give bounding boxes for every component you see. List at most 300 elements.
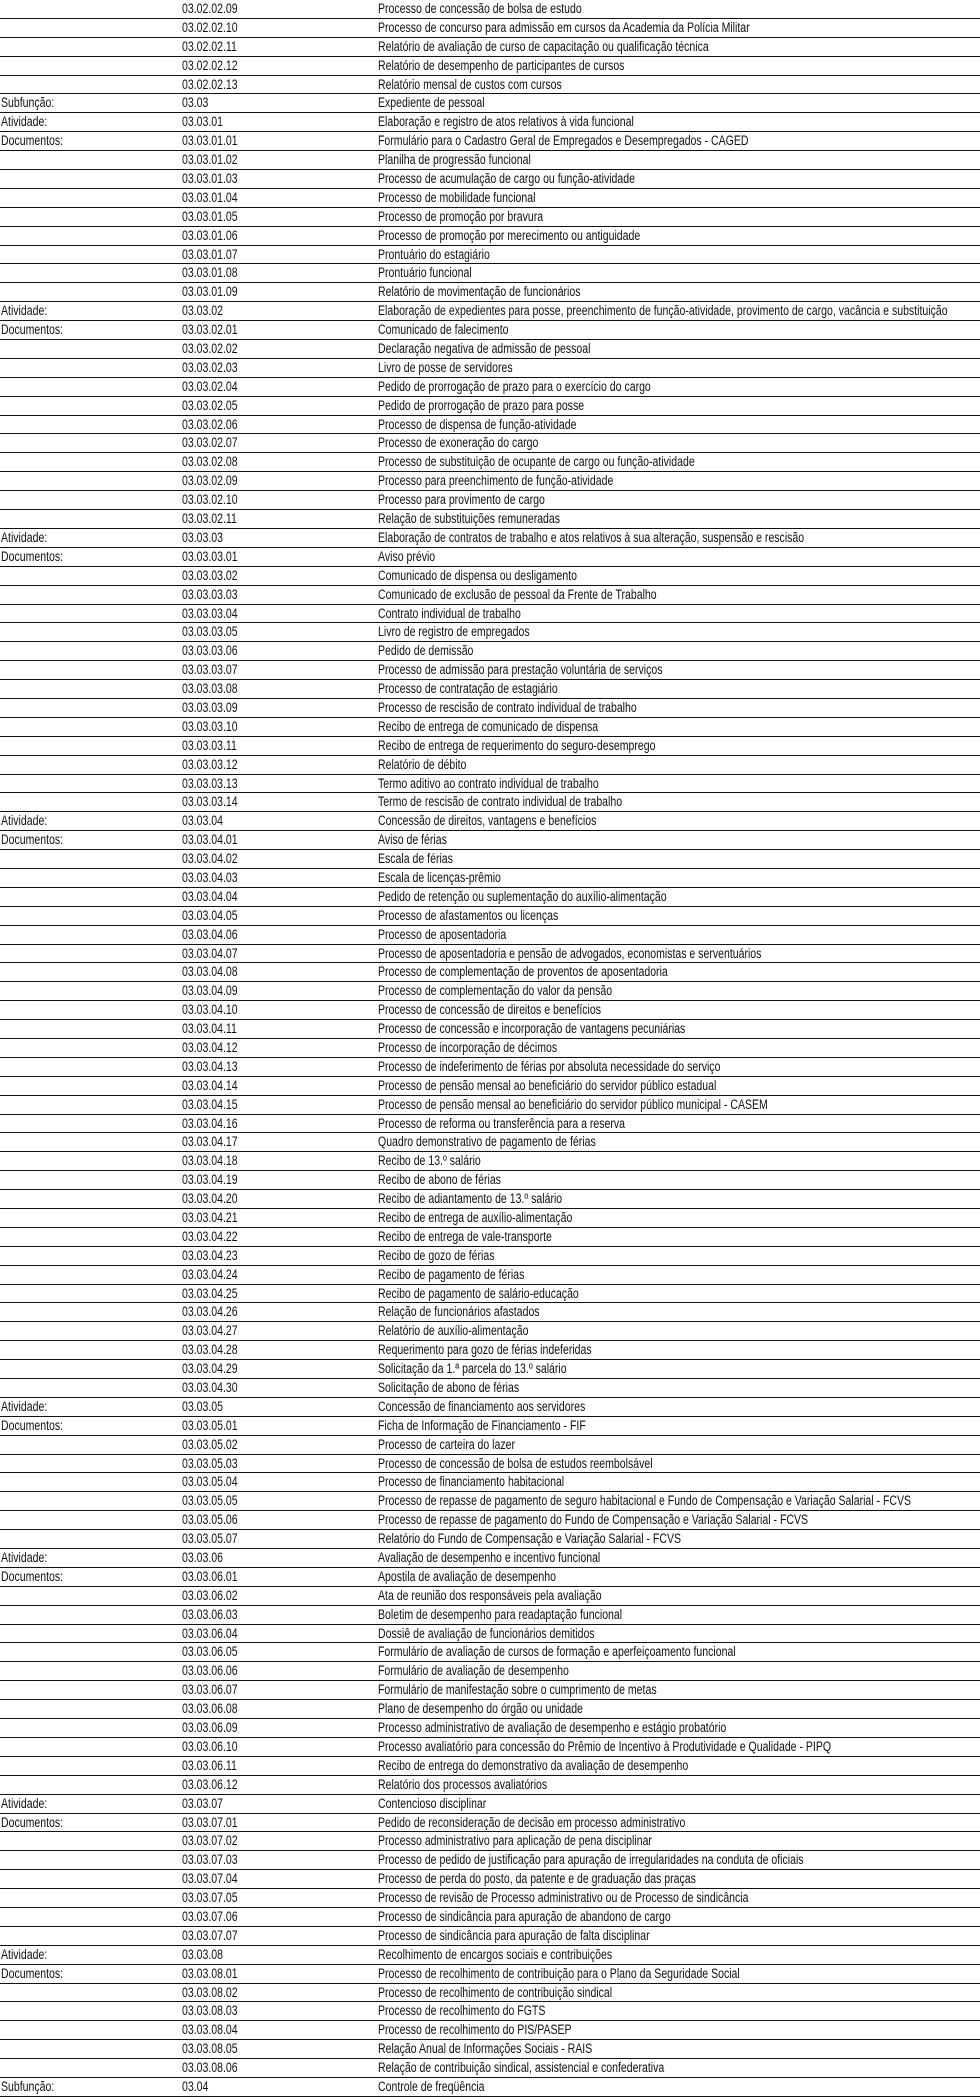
table-row — [0, 1568, 980, 1587]
classification-description: Elaboração e registro de atos relativos à vida funcional — [378, 114, 634, 130]
classification-description: Apostila de avaliação de desempenho — [378, 1568, 556, 1584]
classification-code: 03.03.03.11 — [182, 737, 237, 753]
table-row — [0, 1379, 980, 1398]
table-row — [0, 737, 980, 756]
table-row — [0, 907, 980, 926]
table-row — [0, 2021, 980, 2040]
classification-code: 03.03.04.03 — [182, 869, 238, 885]
table-row — [0, 434, 980, 453]
table-row — [0, 1625, 980, 1644]
classification-description: Processo de indeferimento de férias por absoluta necessidade do serviço — [378, 1058, 721, 1074]
table-row — [0, 1417, 980, 1436]
table-row — [0, 793, 980, 812]
classification-code: 03.03.06.03 — [182, 1606, 238, 1622]
table-row — [0, 1984, 980, 2003]
table-row — [0, 2059, 980, 2078]
classification-description: Relatório de movimentação de funcionários — [378, 284, 581, 300]
classification-code: 03.03.03.08 — [182, 681, 238, 697]
classification-code: 03.03.07.04 — [182, 1871, 238, 1887]
classification-code: 03.03.02.07 — [182, 435, 238, 451]
classification-code: 03.03.06.12 — [182, 1776, 238, 1792]
classification-description: Processo de afastamentos ou licenças — [378, 907, 559, 923]
table-row — [0, 2078, 980, 2097]
classification-description: Recibo de entrega de auxílio-alimentação — [378, 1210, 573, 1225]
table-row — [0, 2040, 980, 2059]
classification-code: 03.03.01.08 — [182, 265, 238, 281]
classification-code: 03.03.06.07 — [182, 1682, 238, 1698]
classification-description: Processo de pensão mensal ao beneficiário do servidor público estadual — [378, 1077, 717, 1093]
classification-description: Prontuário do estagiário — [378, 246, 490, 262]
classification-description: Ata de reunião dos responsáveis pela avaliação — [378, 1587, 602, 1603]
classification-description: Processo avaliatório para concessão do Prêmio de Incentivo à Produtividade e Qualidade - PIPQ — [378, 1738, 832, 1754]
table-row — [0, 1530, 980, 1549]
table-row — [0, 1946, 980, 1965]
classification-description: Contrato individual de trabalho — [378, 605, 521, 621]
table-row — [0, 945, 980, 964]
classification-description: Processo de aposentadoria e pensão de advogados, economistas e serventuários — [378, 945, 762, 961]
classification-code: 03.03.03.09 — [182, 699, 238, 715]
classification-description: Expediente de pessoal — [378, 95, 485, 111]
classification-description: Processo de perda do posto, da patente e de graduação das praças — [378, 1871, 696, 1887]
classification-description: Termo de rescisão de contrato individual de trabalho — [378, 794, 623, 810]
classification-code: 03.03.05.06 — [182, 1512, 238, 1528]
table-row — [0, 1133, 980, 1152]
classification-description: Pedido de retenção ou suplementação do auxílio-alimentação — [378, 888, 667, 904]
classification-code: 03.03.01.09 — [182, 284, 238, 300]
table-row — [0, 1077, 980, 1096]
classification-code: 03.03.07.05 — [182, 1890, 238, 1906]
classification-code: 03.03.04.15 — [182, 1096, 238, 1112]
classification-code: 03.03.04.06 — [182, 926, 238, 942]
classification-description: Recibo de pagamento de salário-educação — [378, 1285, 579, 1301]
classification-code: 03.03.04.08 — [182, 964, 238, 980]
classification-code: 03.03.04.13 — [182, 1058, 238, 1074]
classification-code: 03.03.06.05 — [182, 1644, 238, 1660]
classification-code: 03.03.05 — [182, 1398, 223, 1414]
classification-code: 03.03.07.01 — [182, 1814, 238, 1830]
table-row — [0, 1719, 980, 1738]
classification-code: 03.02.02.11 — [182, 38, 237, 54]
classification-code: 03.03.05.07 — [182, 1531, 238, 1547]
classification-code: 03.03.02.09 — [182, 473, 238, 489]
table-row — [0, 699, 980, 718]
table-row — [0, 1152, 980, 1171]
classification-description: Formulário para o Cadastro Geral de Empregados e Desempregados - CAGED — [378, 133, 749, 149]
table-row — [0, 888, 980, 907]
classification-code: 03.03.04.29 — [182, 1361, 238, 1377]
classification-code: 03.02.02.09 — [182, 1, 238, 16]
table-row — [0, 472, 980, 491]
table-row — [0, 151, 980, 170]
classification-description: Comunicado de falecimento — [378, 322, 509, 338]
table-row — [0, 38, 980, 57]
classification-code: 03.03.07.03 — [182, 1852, 238, 1868]
table-row — [0, 1247, 980, 1266]
table-row — [0, 57, 980, 76]
classification-description: Relação de contribuição sindical, assistencial e confederativa — [378, 2060, 665, 2076]
classification-description: Processo para provimento de cargo — [378, 492, 545, 508]
table-row — [0, 1549, 980, 1568]
classification-code: 03.03.08.05 — [182, 2041, 238, 2057]
classification-description: Relatório do Fundo de Compensação e Variação Salarial - FCVS — [378, 1531, 682, 1547]
classification-code: 03.03.06.04 — [182, 1625, 238, 1641]
classification-code: 03.03.04.05 — [182, 907, 238, 923]
classification-code: 03.03.03.05 — [182, 624, 238, 640]
table-row — [0, 189, 980, 208]
table-row — [0, 1266, 980, 1285]
classification-description: Elaboração de contratos de trabalho e atos relativos à sua alteração, suspensão e rescisão — [378, 529, 805, 545]
classification-description: Processo de recolhimento do PIS/PASEP — [378, 2022, 572, 2038]
classification-description: Processo de recolhimento de contribuição para o Plano da Seguridade Social — [378, 1965, 740, 1981]
classification-code: 03.03.08 — [182, 1946, 223, 1962]
classification-code: 03.03.03.02 — [182, 567, 238, 583]
classification-description: Escala de licenças-prêmio — [378, 869, 501, 885]
classification-code: 03.02.02.13 — [182, 76, 238, 92]
classification-description: Processo de promoção por merecimento ou antiguidade — [378, 227, 641, 243]
classification-description: Formulário de manifestação sobre o cumprimento de metas — [378, 1682, 657, 1698]
classification-description: Recibo de abono de férias — [378, 1172, 501, 1188]
table-row — [0, 302, 980, 321]
classification-description: Recibo de entrega do demonstrativo da avaliação de desempenho — [378, 1757, 689, 1773]
classification-description: Processo administrativo de avaliação de desempenho e estágio probatório — [378, 1720, 727, 1736]
classification-code: 03.03.04.04 — [182, 888, 238, 904]
classification-description: Processo de admissão para prestação voluntária de serviços — [378, 662, 663, 678]
classification-description: Processo de complementação de proventos de aposentadoria — [378, 964, 668, 980]
classification-description: Dossiê de avaliação de funcionários demitidos — [378, 1625, 595, 1641]
table-row — [0, 1209, 980, 1228]
table-row — [0, 19, 980, 38]
classification-code: 03.03.06.08 — [182, 1701, 238, 1717]
classification-description: Processo de concessão de bolsa de estudos reembolsável — [378, 1455, 653, 1471]
table-row — [0, 1473, 980, 1492]
classification-code: 03.03.04.12 — [182, 1039, 238, 1055]
classification-description: Pedido de demissão — [378, 643, 474, 659]
classification-description: Planilha de progressão funcional — [378, 152, 531, 168]
table-row — [0, 982, 980, 1001]
table-row — [0, 548, 980, 567]
classification-description: Relatório de auxílio-alimentação — [378, 1323, 529, 1339]
table-row — [0, 1643, 980, 1662]
classification-description: Processo de dispensa de função-atividade — [378, 416, 577, 432]
table-row — [0, 378, 980, 397]
classification-description: Relatório de avaliação de curso de capacitação ou qualificação técnica — [378, 38, 709, 54]
table-row — [0, 642, 980, 661]
classification-code: 03.03.01.02 — [182, 152, 238, 168]
table-row — [0, 491, 980, 510]
table-row — [0, 756, 980, 775]
table-row — [0, 1115, 980, 1134]
classification-code: 03.03.04.20 — [182, 1191, 238, 1207]
classification-description: Processo de complementação do valor da pensão — [378, 983, 613, 999]
classification-description: Processo de concessão e incorporação de vantagens pecuniárias — [378, 1021, 686, 1037]
classification-code: 03.02.02.12 — [182, 57, 238, 73]
classification-code: 03.03.02.01 — [182, 322, 238, 338]
table-row — [0, 208, 980, 227]
classification-description: Processo de concessão de direitos e benefícios — [378, 1002, 602, 1018]
table-row — [0, 661, 980, 680]
table-row — [0, 1587, 980, 1606]
classification-code: 03.03.02.04 — [182, 378, 238, 394]
classification-code: 03.03.02.03 — [182, 359, 238, 375]
table-row — [0, 623, 980, 642]
table-row — [0, 812, 980, 831]
classification-description: Processo de carteira do lazer — [378, 1436, 515, 1452]
table-row — [0, 76, 980, 95]
classification-code: 03.03.03.10 — [182, 718, 238, 734]
classification-code: 03.03.06.09 — [182, 1720, 238, 1736]
table-row — [0, 1814, 980, 1833]
classification-description: Processo de incorporação de décimos — [378, 1039, 558, 1055]
table-row — [0, 1341, 980, 1360]
classification-code: 03.03.08.04 — [182, 2022, 238, 2038]
classification-code: 03.03.02.10 — [182, 492, 238, 508]
classification-code: 03.03 — [182, 95, 209, 111]
classification-description: Recolhimento de encargos sociais e contribuições — [378, 1946, 613, 1962]
classification-description: Processo de sindicância para apuração de abandono de cargo — [378, 1908, 671, 1924]
classification-description: Livro de posse de servidores — [378, 359, 513, 375]
classification-code: 03.03.05.04 — [182, 1474, 238, 1490]
classification-description: Processo para preenchimento de função-atividade — [378, 473, 614, 489]
classification-code: 03.03.05.05 — [182, 1493, 238, 1509]
classification-description: Processo de repasse de pagamento de seguro habitacional e Fundo de Compensação e Variação Salarial - FCVS — [378, 1493, 912, 1509]
classification-description: Recibo de pagamento de férias — [378, 1266, 525, 1282]
classification-code: 03.03.03.07 — [182, 662, 238, 678]
classification-code: 03.03.01.03 — [182, 171, 238, 187]
classification-description: Relação de funcionários afastados — [378, 1304, 540, 1320]
table-row — [0, 1398, 980, 1417]
table-row — [0, 529, 980, 548]
classification-code: 03.03.04.24 — [182, 1266, 238, 1282]
classification-code: 03.03.06 — [182, 1550, 223, 1566]
row-type-label: Documentos: — [1, 1965, 64, 1981]
row-type-label: Documentos: — [1, 322, 64, 338]
row-type-label: Atividade: — [1, 1550, 48, 1566]
classification-code: 03.03.06.02 — [182, 1587, 238, 1603]
classification-description: Processo de sindicância para apuração de falta disciplinar — [378, 1927, 650, 1943]
table-row — [0, 113, 980, 132]
table-row — [0, 1965, 980, 1984]
classification-code: 03.03.05.01 — [182, 1417, 238, 1433]
classification-code: 03.03.04.14 — [182, 1077, 238, 1093]
table-row — [0, 718, 980, 737]
classification-description: Processo de financiamento habitacional — [378, 1474, 565, 1490]
table-row — [0, 1171, 980, 1190]
classification-code: 03.03.04.09 — [182, 983, 238, 999]
classification-description: Formulário de avaliação de cursos de formação e aperfeiçoamento funcional — [378, 1644, 736, 1660]
classification-description: Solicitação de abono de férias — [378, 1380, 520, 1396]
table-row — [0, 510, 980, 529]
classification-description: Relação de substituições remuneradas — [378, 511, 561, 527]
classification-description: Processo de reforma ou transferência para a reserva — [378, 1115, 626, 1131]
table-row — [0, 1303, 980, 1322]
classification-code: 03.03.03.12 — [182, 756, 238, 772]
table-row — [0, 1436, 980, 1455]
table-row — [0, 283, 980, 302]
classification-code: 03.03.04.10 — [182, 1002, 238, 1018]
table-row — [0, 340, 980, 359]
table-row — [0, 321, 980, 340]
classification-code: 03.03.04.02 — [182, 851, 238, 867]
classification-description: Processo de promoção por bravura — [378, 208, 544, 224]
table-row — [0, 680, 980, 699]
classification-code: 03.03.04 — [182, 813, 223, 829]
classification-code: 03.03.04.11 — [182, 1021, 237, 1037]
classification-description: Processo de pensão mensal ao beneficiário do servidor público municipal - CASEM — [378, 1096, 768, 1112]
row-type-label: Documentos: — [1, 832, 64, 848]
table-row — [0, 1455, 980, 1474]
classification-description: Declaração negativa de admissão de pessoal — [378, 341, 591, 357]
table-row — [0, 1190, 980, 1209]
table-row — [0, 1058, 980, 1077]
classification-code: 03.03.08.02 — [182, 1984, 238, 2000]
table-row — [0, 1492, 980, 1511]
table-row — [0, 94, 980, 113]
classification-code: 03.03.04.07 — [182, 945, 238, 961]
table-row — [0, 831, 980, 850]
classification-description: Relação Anual de Informações Sociais - RAIS — [378, 2041, 593, 2057]
classification-description: Processo de revisão de Processo administrativo ou de Processo de sindicância — [378, 1890, 749, 1906]
table-row — [0, 1832, 980, 1851]
classification-description: Processo de acumulação de cargo ou função-atividade — [378, 171, 635, 187]
classification-description: Relatório dos processos avaliatórios — [378, 1776, 548, 1792]
classification-description: Recibo de gozo de férias — [378, 1247, 495, 1263]
classification-code: 03.03.02 — [182, 303, 223, 319]
classification-description: Processo de recolhimento do FGTS — [378, 2003, 546, 2019]
table-row — [0, 1606, 980, 1625]
classification-description: Boletim de desempenho para readaptação funcional — [378, 1606, 623, 1622]
classification-description: Comunicado de exclusão de pessoal da Frente de Trabalho — [378, 586, 657, 602]
classification-description: Recibo de entrega de requerimento do seguro-desemprego — [378, 737, 656, 753]
row-type-label: Documentos: — [1, 1417, 64, 1433]
table-row — [0, 416, 980, 435]
row-type-label: Atividade: — [1, 114, 48, 130]
classification-description: Formulário de avaliação de desempenho — [378, 1663, 569, 1679]
row-type-label: Atividade: — [1, 813, 48, 829]
classification-code: 03.03.01 — [182, 114, 223, 130]
classification-code: 03.03.06.11 — [182, 1757, 237, 1773]
classification-code: 03.03.08.01 — [182, 1965, 238, 1981]
row-type-label: Subfunção: — [1, 95, 55, 111]
table-row — [0, 1285, 980, 1304]
classification-description: Processo administrativo para aplicação de pena disciplinar — [378, 1833, 652, 1849]
row-type-label: Atividade: — [1, 1946, 48, 1962]
classification-code: 03.03.04.22 — [182, 1228, 238, 1244]
classification-code: 03.03.07.06 — [182, 1908, 238, 1924]
classification-description: Solicitação da 1.ª parcela do 13.º salário — [378, 1361, 567, 1377]
classification-description: Aviso de férias — [378, 832, 447, 848]
classification-code: 03.03.07 — [182, 1795, 223, 1811]
table-row — [0, 1927, 980, 1946]
classification-code: 03.03.04.17 — [182, 1134, 238, 1150]
classification-description: Relatório de débito — [378, 756, 467, 772]
classification-code: 03.03.07.07 — [182, 1927, 238, 1943]
classification-description: Relatório de desempenho de participantes de cursos — [378, 57, 625, 73]
table-row — [0, 567, 980, 586]
table-row — [0, 1001, 980, 1020]
row-type-label: Documentos: — [1, 133, 64, 149]
table-row — [0, 1738, 980, 1757]
table-row — [0, 246, 980, 265]
table-row — [0, 1757, 980, 1776]
row-type-label: Documentos: — [1, 548, 64, 564]
classification-description: Concessão de direitos, vantagens e benefícios — [378, 813, 597, 829]
classification-code: 03.03.03 — [182, 529, 223, 545]
classification-description: Avaliação de desempenho e incentivo funcional — [378, 1550, 601, 1566]
classification-description: Processo de substituição de ocupante de cargo ou função-atividade — [378, 454, 695, 470]
classification-code: 03.03.04.18 — [182, 1153, 238, 1169]
row-type-label: Documentos: — [1, 1814, 64, 1830]
classification-code: 03.03.05.03 — [182, 1455, 238, 1471]
classification-description: Recibo de adiantamento de 13.º salário — [378, 1191, 563, 1207]
classification-description: Processo de repasse de pagamento do Fundo de Compensação e Variação Salarial - FCVS — [378, 1512, 809, 1528]
table-row — [0, 132, 980, 151]
classification-description: Processo de recolhimento de contribuição sindical — [378, 1984, 613, 2000]
classification-description: Prontuário funcional — [378, 265, 472, 281]
classification-code: 03.03.03.01 — [182, 548, 238, 564]
classification-description: Processo de contratação de estagiário — [378, 681, 558, 697]
table-row — [0, 1870, 980, 1889]
classification-description: Concessão de financiamento aos servidores — [378, 1398, 586, 1414]
row-type-label: Documentos: — [1, 1568, 64, 1584]
classification-description: Processo de aposentadoria — [378, 926, 507, 942]
classification-description: Recibo de entrega de vale-transporte — [378, 1228, 552, 1244]
classification-description: Controle de freqüência — [378, 2078, 485, 2094]
classification-code: 03.03.06.01 — [182, 1568, 238, 1584]
classification-description: Processo de concessão de bolsa de estudo — [378, 1, 582, 16]
classification-description: Processo de mobilidade funcional — [378, 189, 536, 205]
classification-description: Recibo de 13.º salário — [378, 1153, 481, 1169]
table-row — [0, 1700, 980, 1719]
row-type-label: Atividade: — [1, 303, 48, 319]
table-row — [0, 1776, 980, 1795]
classification-description: Pedido de reconsideração de decisão em processo administrativo — [378, 1814, 686, 1830]
classification-code: 03.03.02.05 — [182, 397, 238, 413]
classification-code: 03.03.03.14 — [182, 794, 238, 810]
table-row — [0, 1228, 980, 1247]
table-row — [0, 869, 980, 888]
classification-code: 03.03.05.02 — [182, 1436, 238, 1452]
table-row — [0, 1889, 980, 1908]
classification-code: 03.03.02.02 — [182, 341, 238, 357]
classification-code: 03.03.04.30 — [182, 1380, 238, 1396]
classification-code: 03.03.01.04 — [182, 189, 238, 205]
classification-code: 03.02.02.10 — [182, 19, 238, 35]
table-row — [0, 170, 980, 189]
classification-description: Elaboração de expedientes para posse, preenchimento de função-atividade, provimento de cargo, vacância e substituição — [378, 303, 948, 319]
classification-description: Requerimento para gozo de férias indeferidas — [378, 1342, 592, 1358]
classification-description: Plano de desempenho do órgão ou unidade — [378, 1701, 583, 1717]
classification-description: Processo de pedido de justificação para apuração de irregularidades na conduta de oficiais — [378, 1852, 804, 1868]
classification-code: 03.03.03.03 — [182, 586, 238, 602]
classification-description: Contencioso disciplinar — [378, 1795, 487, 1811]
table-row — [0, 264, 980, 283]
classification-code: 03.03.06.10 — [182, 1738, 238, 1754]
classification-description: Aviso prévio — [378, 548, 436, 564]
table-row — [0, 963, 980, 982]
classification-code: 03.03.03.06 — [182, 643, 238, 659]
table-row — [0, 1039, 980, 1058]
row-type-label: Atividade: — [1, 1398, 48, 1414]
table-row — [0, 397, 980, 416]
classification-code: 03.03.04.19 — [182, 1172, 238, 1188]
classification-code: 03.03.01.01 — [182, 133, 238, 149]
classification-code: 03.03.04.25 — [182, 1285, 238, 1301]
classification-code: 03.03.03.13 — [182, 775, 238, 791]
classification-code: 03.03.04.28 — [182, 1342, 238, 1358]
table-row — [0, 1360, 980, 1379]
classification-code: 03.04 — [182, 2078, 209, 2094]
table-row — [0, 1851, 980, 1870]
